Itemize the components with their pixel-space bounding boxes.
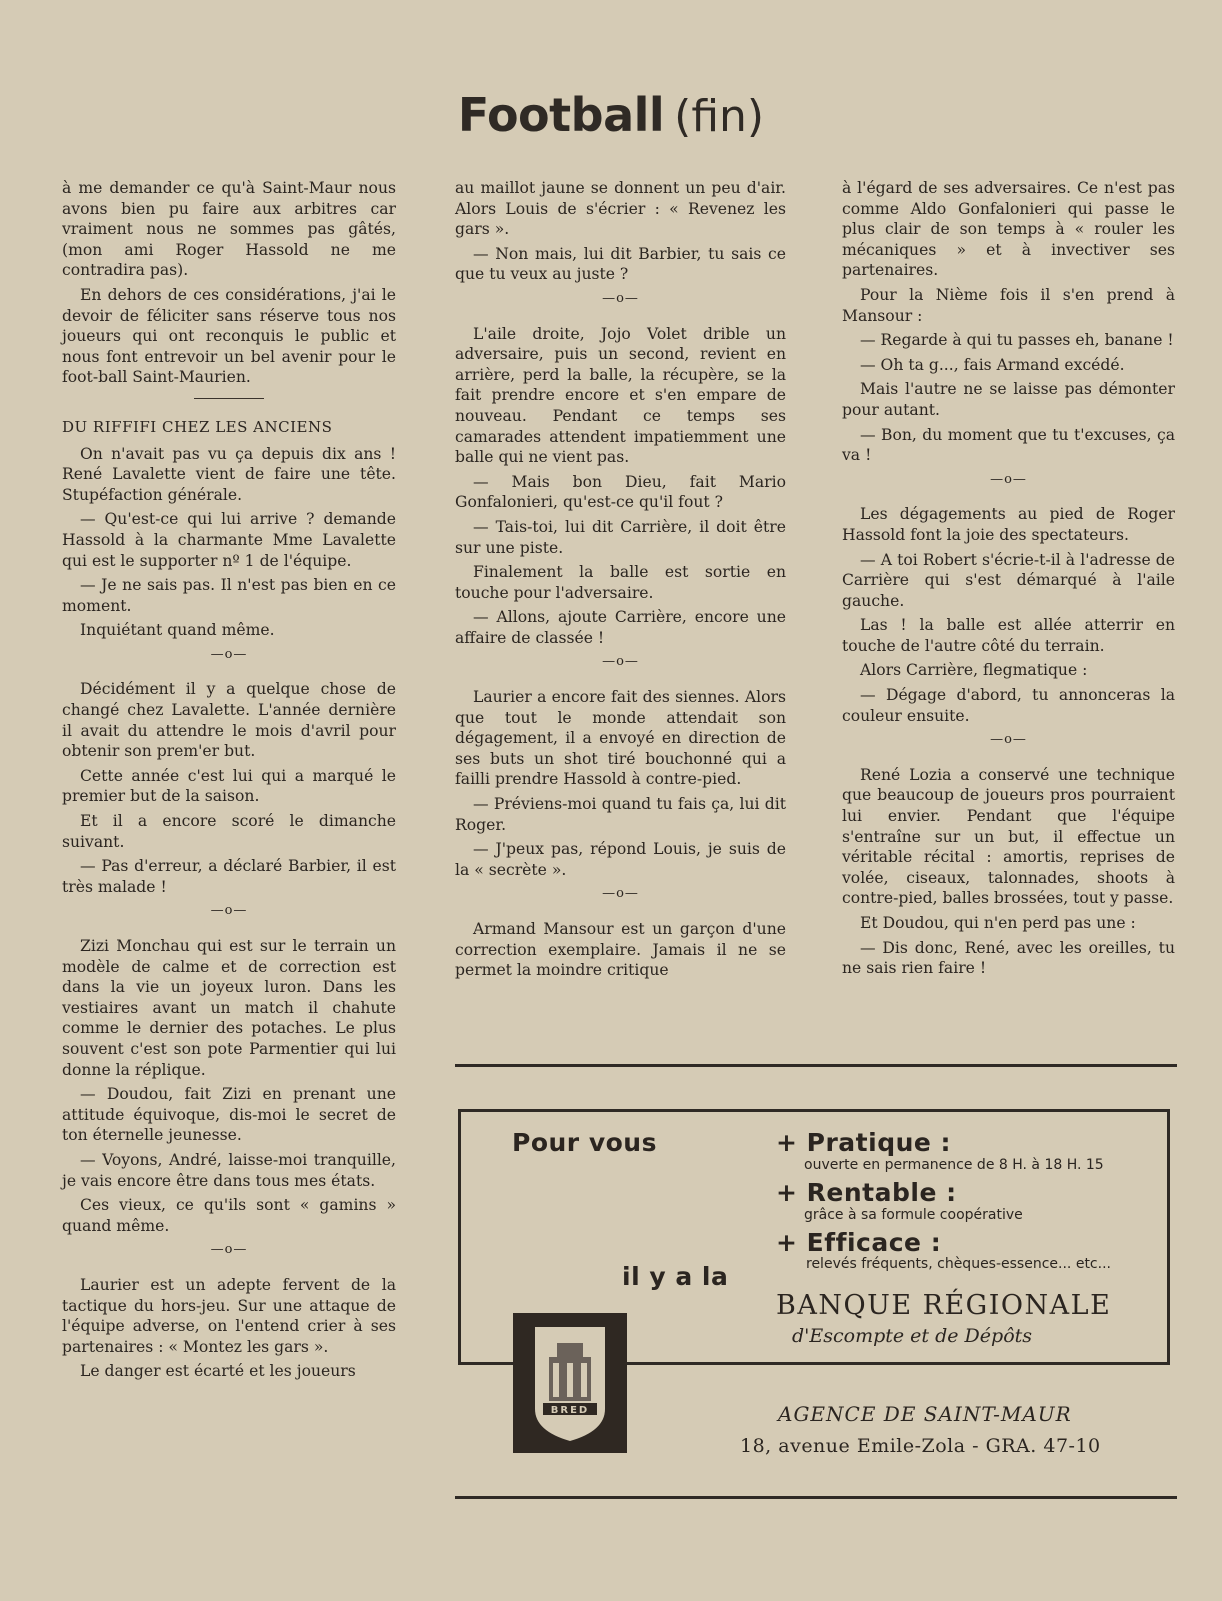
ad-bottom-rule	[455, 1496, 1177, 1499]
separator: —o—	[990, 471, 1027, 487]
ad-top-rule	[455, 1064, 1177, 1067]
ad-item-pratique: + Pratique :	[776, 1128, 952, 1157]
title-main: Football	[457, 88, 665, 142]
paragraph: Cette année c'est lui qui a marqué le premier but de la saison.	[62, 766, 396, 806]
ad-item-efficace-detail: relevés fréquents, chèques-essence... etc...	[806, 1256, 1111, 1272]
paragraph: Mais l'autre ne se laisse pas démonter pour autant.	[842, 380, 1175, 419]
paragraph: — Préviens-moi quand tu fais ça, lui dit Roger.	[455, 795, 786, 834]
separator: —o—	[210, 1242, 248, 1258]
ad-item-efficace: + Efficace :	[776, 1228, 942, 1257]
paragraph: Laurier a encore fait des siennes. Alors que tout le monde attendait son dégagement, il a envoyé en direction de ses buts un shot tiré bouchonné qui a failli prendre Hassold à contre-pied.	[455, 688, 786, 789]
ad-item-pratique-detail: ouverte en permanence de 8 H. à 18 H. 15	[804, 1157, 1104, 1173]
ad-il-y-a-la: il y a la	[622, 1262, 729, 1291]
paragraph: — Tais-toi, lui dit Carrière, il doit être sur une piste.	[455, 517, 786, 557]
column-1	[62, 178, 396, 1386]
page-title	[0, 88, 1222, 142]
paragraph: L'aile droite, Jojo Volet drible un adversaire, puis un second, revient en arrière, perd la balle, la récupère, se la fait prendre encore et s'en empare de nouveau. Pendant ce temps ses camarades attendent impatiemment une balle qui ne vient pas.	[455, 324, 786, 467]
ad-item-rentable: + Rentable :	[776, 1178, 957, 1207]
agence-name: AGENCE DE SAINT-MAUR	[778, 1402, 1072, 1426]
ad-item-rentable-detail: grâce à sa formule coopérative	[804, 1207, 1023, 1223]
column-2	[455, 178, 786, 985]
separator: —o—	[602, 290, 639, 306]
paragraph: — Dis donc, René, avec les oreilles, tu ne sais rien faire !	[842, 938, 1175, 978]
ad-pour-vous: Pour vous	[512, 1128, 657, 1157]
paragraph: — Dégage d'abord, tu annonceras la couleur ensuite.	[842, 686, 1175, 725]
separator: —o—	[210, 903, 248, 919]
paragraph: au maillot jaune se donnent un peu d'air. Alors Louis de s'écrier : « Revenez les gars ».	[455, 179, 786, 239]
paragraph: à me demander ce qu'à Saint-Maur nous avons bien pu faire aux arbitres car vraiment nous ne sommes pas gâtés, (mon ami Roger Hassold ne me contradira pas).	[62, 179, 396, 280]
paragraph: Inquiétant quand même.	[80, 621, 275, 640]
separator: —o—	[602, 654, 639, 670]
paragraph: Las ! la balle est allée atterrir en touche de l'autre côté du terrain.	[842, 616, 1175, 655]
paragraph: Ces vieux, ce qu'ils sont « gamins » quand même.	[62, 1196, 396, 1235]
paragraph: Zizi Monchau qui est sur le terrain un modèle de calme et de correction est dans la vie un joyeux luron. Dans les vestiaires avant un match il chahute comme le dernier des potaches. Le plus souvent c'est son pote Parmentier qui lui donne la réplique.	[62, 937, 396, 1079]
logo-text: BRED	[550, 1405, 590, 1416]
paragraph: Et Doudou, qui n'en perd pas une :	[860, 914, 1136, 932]
paragraph: Armand Mansour est un garçon d'une correction exemplaire. Jamais il ne se permet la moindre critique	[455, 920, 786, 980]
paragraph: — Allons, ajoute Carrière, encore une affaire de classée !	[455, 608, 786, 647]
paragraph: On n'avait pas vu ça depuis dix ans ! René Lavalette vient de faire une tête. Stupéfaction générale.	[62, 444, 396, 504]
separator: —o—	[210, 646, 248, 662]
paragraph: — J'peux pas, répond Louis, je suis de la « secrète ».	[455, 840, 786, 879]
paragraph: — Oh ta g..., fais Armand excédé.	[860, 355, 1125, 374]
paragraph: René Lozia a conservé une technique que beaucoup de joueurs pros pourraient lui envier. Pendant que l'équipe s'entraîne sur un but, il effectue un véritable récital : amortis, reprises de volée, ciseaux, talonnades, shoots à contre-pied, balles brossées, tout y passe.	[842, 765, 1175, 908]
paragraph: — Bon, du moment que tu t'excuses, ça va !	[842, 425, 1175, 465]
paragraph: Laurier est un adepte fervent de la tactique du hors-jeu. Sur une attaque de l'équipe adverse, on l'entend crier à ses partenaires : « Montez les gars ».	[62, 1275, 396, 1356]
paragraph: Pour la Nième fois il s'en prend à Mansour :	[842, 285, 1175, 325]
agence-address: 18, avenue Emile-Zola - GRA. 47-10	[740, 1435, 1101, 1457]
paragraph: — A toi Robert s'écrie-t-il à l'adresse de Carrière qui s'est démarqué à l'aile gauche.	[842, 550, 1175, 610]
title-suffix: (fin)	[674, 91, 765, 142]
paragraph: — Mais bon Dieu, fait Mario Gonfalonieri, qu'est-ce qu'il fout ?	[455, 472, 786, 512]
bred-logo	[513, 1313, 627, 1453]
paragraph: — Qu'est-ce qui lui arrive ? demande Hassold à la charmante Mme Lavalette qui est le supporter nº 1 de l'équipe.	[62, 510, 396, 570]
bank-subtitle: d'Escompte et de Dépôts	[792, 1325, 1033, 1347]
paragraph: — Je ne sais pas. Il n'est pas bien en ce moment.	[62, 576, 396, 615]
paragraph: Finalement la balle est sortie en touche pour l'adversaire.	[455, 563, 786, 602]
paragraph: En dehors de ces considérations, j'ai le devoir de féliciter sans réserve tous nos joueurs qui ont reconquis le public et nous font entrevoir un bel avenir pour le foot-ball Saint-Maurien.	[62, 285, 396, 387]
paragraph: Les dégagements au pied de Roger Hassold font la joie des spectateurs.	[842, 505, 1175, 544]
bank-building-icon	[513, 1313, 627, 1453]
paragraph: — Doudou, fait Zizi en prenant une attitude équivoque, dis-moi le secret de ton éternelle jeunesse.	[62, 1085, 396, 1145]
paragraph: Et il a encore scoré le dimanche suivant.	[62, 812, 396, 851]
paragraph: — Non mais, lui dit Barbier, tu sais ce que tu veux au juste ?	[455, 244, 786, 284]
bank-name: BANQUE RÉGIONALE	[776, 1290, 1112, 1321]
paragraph: — Regarde à qui tu passes eh, banane !	[860, 331, 1174, 350]
paragraph: à l'égard de ses adversaires. Ce n'est pas comme Aldo Gonfalonieri qui passe le plus clair de son temps à « rouler les mécaniques » et à invectiver ses partenaires.	[842, 179, 1175, 280]
section-heading: DU RIFFIFI CHEZ LES ANCIENS	[62, 417, 333, 436]
divider	[194, 398, 264, 399]
paragraph: Le danger est écarté et les joueurs	[80, 1362, 356, 1381]
separator: —o—	[602, 886, 639, 902]
paragraph: — Voyons, André, laisse-moi tranquille, je vais encore être dans tous mes états.	[62, 1150, 396, 1190]
paragraph: Alors Carrière, flegmatique :	[860, 661, 1088, 680]
separator: —o—	[990, 732, 1027, 748]
paragraph: Décidément il y a quelque chose de changé chez Lavalette. L'année dernière il avait du attendre le mois d'avril pour obtenir son prem'er but.	[62, 680, 396, 761]
column-3	[842, 178, 1175, 983]
paragraph: — Pas d'erreur, a déclaré Barbier, il est très malade !	[62, 857, 396, 896]
